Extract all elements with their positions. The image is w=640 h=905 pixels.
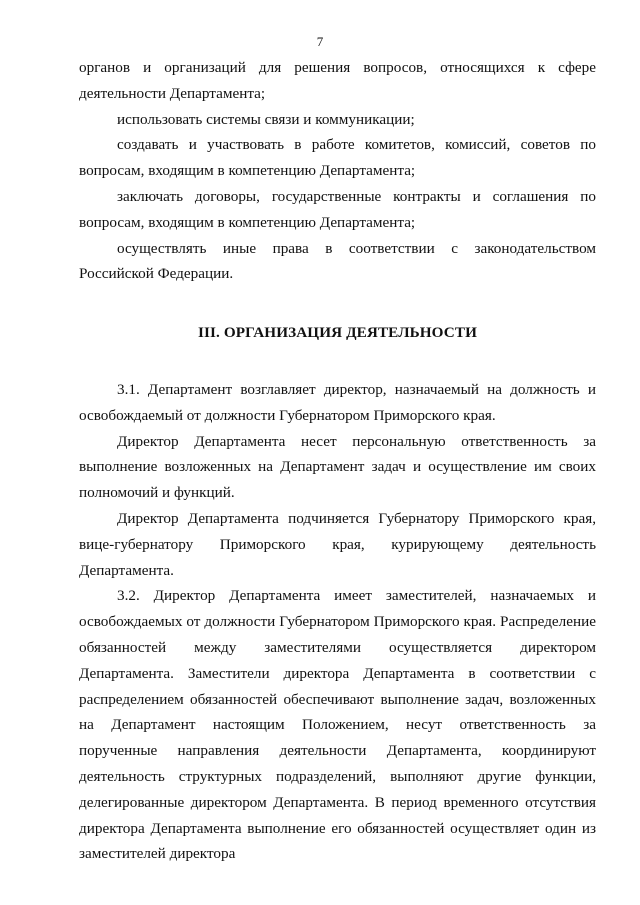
paragraph-contracts: заключать договоры, государственные контракты и соглашения по вопросам, входящим в компетенцию Департамента; — [79, 187, 596, 231]
paragraph-organs: органов и организаций для решения вопросов, относящихся к сфере деятельности Департамента; — [79, 59, 596, 102]
section-heading: III. ОРГАНИЗАЦИЯ ДЕЯТЕЛЬНОСТИ — [198, 324, 477, 342]
page-number: 7 — [316, 34, 324, 49]
paragraph-other-rights: осуществлять иные права в соответствии с законодательством Российской Федерации. — [79, 239, 596, 283]
paragraph-committees: создавать и участвовать в работе комитетов, комиссий, советов по вопросам, входящим в компетенцию Департамента; — [79, 136, 596, 180]
paragraph-director-responsibility: Директор Департамента несет персональную ответственность за выполнение возложенных на Департамент задач и осуществление им своих полномочий и функций. — [79, 432, 596, 502]
paragraph-communications: использовать системы связи и коммуникации; — [117, 110, 415, 128]
paragraph-director-subordination: Директор Департамента подчиняется Губернатору Приморского края, вице-губернатору Приморского края, курирующему деятельность Департамента. — [79, 509, 596, 579]
paragraph-3-2: 3.2. Директор Департамента имеет заместителей, назначаемых и освобождаемых от должности Губернатором Приморского края. Распределение обязанностей между заместителями осуществляется директором Департамента. Заместители директора Департамента в соответствии с распределением обязанностей обеспечивают выполнение задач, возложенных на Департамент настоящим Положением, несут ответственность за порученные направления деятельности Департамента, координируют деятельность структурных подразделений, выполняют другие функции, делегированные директором Департамента. В период временного отсутствия директора Департамента выполнение его обязанностей осуществляет один из заместителей директора — [79, 587, 596, 863]
document-body — [79, 55, 596, 867]
paragraph-3-1: 3.1. Департамент возглавляет директор, назначаемый на должность и освобождаемый от должности Губернатором Приморского края. — [79, 380, 596, 424]
